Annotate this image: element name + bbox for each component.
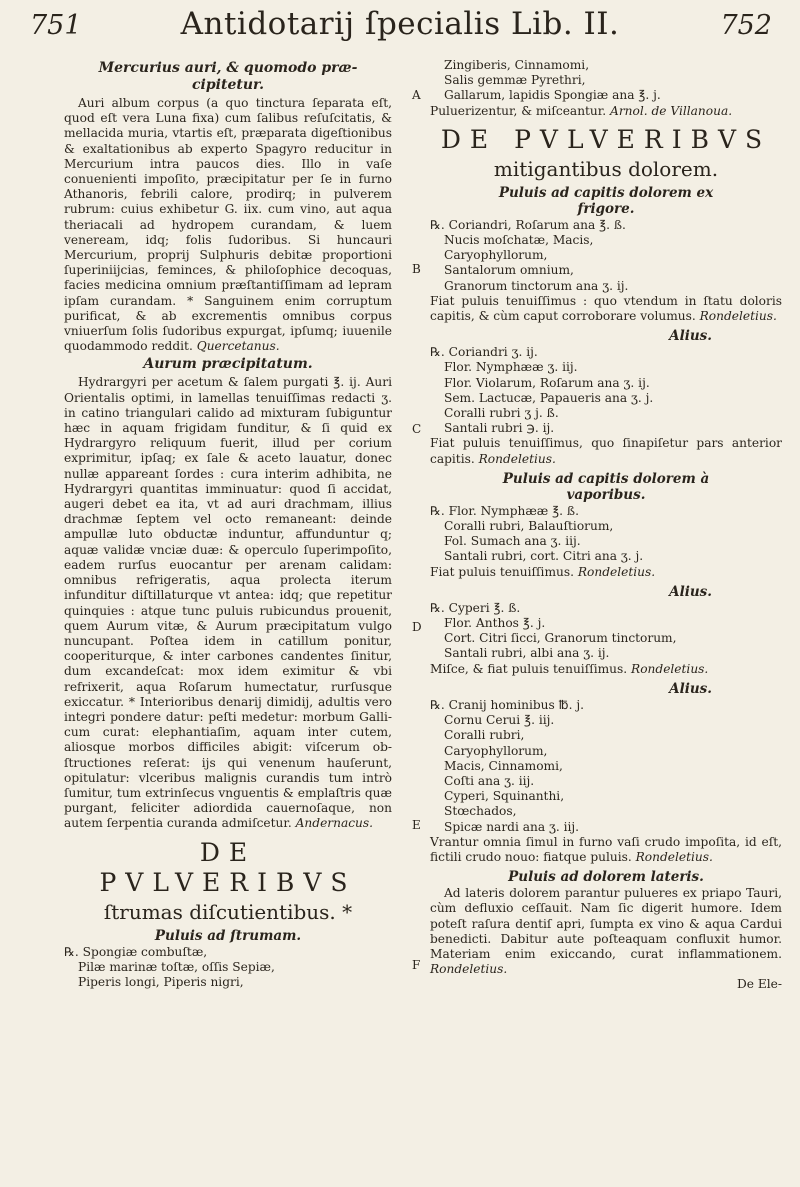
ingredient-line: Coralli rubri, [444, 728, 525, 743]
margin-letter-f: F [412, 958, 421, 972]
paragraph-aurum [64, 375, 392, 831]
author-citation: Rondeletius. [631, 661, 709, 676]
page-number-left: 751 [30, 10, 82, 41]
section-title-mercurius [64, 60, 392, 94]
margin-letter-a: A [412, 88, 421, 102]
section-title-aurum: Aurum præcipitatum. [143, 356, 313, 373]
author-citation: Rondeletius. [635, 849, 713, 864]
recipe-title-alius: Alius. [669, 583, 712, 600]
recipe-instruction [430, 835, 782, 865]
ingredient-line: Santalorum omnium, [444, 263, 574, 278]
instruction-text: Fiat puluis tenuiſſimus, quo ſinapiſetur pars anterior capitis. [430, 436, 782, 466]
ingredient-line: Zingiberis, Cinnamomi, [444, 58, 590, 72]
instruction-text: Miſce, & fiat puluis tenuiſſimus. [430, 661, 628, 676]
ingredient-line: Flor. Violarum, Roſarum ana ʒ. ij. [444, 375, 650, 390]
running-header [20, 4, 780, 44]
ingredient-line: ℞. Coriandri, Roſarum ana ℥. ß. [430, 217, 626, 232]
paragraph-lateris [430, 886, 782, 977]
page-number-right: 752 [720, 10, 772, 41]
ingredient-line: Coralli rubri, Balauſtiorum, [444, 519, 614, 534]
author-citation: Andernacus. [295, 816, 374, 831]
ingredient-line: Coralli rubri ʒ j. ß. [444, 406, 559, 421]
ingredient-line: Gallarum, lapidis Spongiæ ana ℥. j. [444, 88, 661, 103]
recipe-title-alius: Alius. [669, 680, 712, 697]
recipe-title-strumam: Puluis ad ſtrumam. [154, 927, 302, 944]
recipe-title-line: Puluis ad capitis dolorem ex [498, 184, 714, 201]
margin-letter-d: D [412, 620, 422, 634]
ingredient-line: Cort. Citri ſicci, Granorum tinctorum, [444, 631, 677, 646]
left-column [64, 58, 392, 990]
ingredient-line: ℞. Flor. Nymphææ ℥. ß. [430, 503, 579, 518]
author-citation: Rondeletius. [478, 451, 556, 466]
ingredient-line: Caryophyllorum, [444, 743, 548, 758]
recipe-title-frigore [430, 185, 782, 217]
chapter-subheading-dolorem: mitigantibus dolorem. [493, 156, 719, 181]
ingredient-line: Spicæ nardi ana ʒ. iij. [444, 819, 580, 834]
ingredient-line: Cornu Cerui ℥. iij. [444, 713, 555, 728]
ingredient-line: Piperis longi, Piperis nigri, [78, 974, 244, 989]
ingredient-line: ℞. Spongiæ combuſtæ, [64, 944, 208, 959]
paragraph-text: Hydrargyri per acetum & ſalem purgati ℥. ij. Auri Orientalis optimi, in lamellas tenuiſſimas redacti ʒ. in catino triangulari calido ad mixturam ſubiguntur hæc in aquam frigidam funditur, & ſi quid ex Hydrargyro reliquum fuerit, illud per corium exprimitur, ipſaq; ex ſale & aceto lauatur, donec nullæ appareant ſordes : cura interim adhibita, ne Hydrargyri quantitas imminuatur: quod ſi accidat, augeri debet ea ita, vt ad auri drachmam, illius drachmæ ſeptem vel octo remaneant: deinde ampullæ luto obductæ induntur, affunduntur q; aquæ validæ vnciæ duæ: & operculo ſuperimpoſito, eadem rurſus euocantur per arenam calidam: omnibus refrigeratis, aqua prolecta iterum infunditur diſtillaturque vt antea: idq; que repetitur quinquies : atque tunc puluis rubicundus prouenit, quem Aurum vitæ, & Aurum præcipitatum vulgo nuncupant. Poſtea idem in catillum ponitur, cooperiturque, & inter carbones candentes ſinitur, dum excandeſcat: mox idem eximitur & vbi refrixerit, aqua Roſarum humectatur, rurſusque exiccatur. * Interioribus denarij dimidij, adultis vero integri pondere datur: peſti medetur: morbum Gallicum curat: elephantiaſim, aquam inter cutem, aliosque morbos difficiles abigit: viſcerum obſtructiones reſerat: ijs qui venenum hauſerunt, opitulatur: vlceribus malignis curandis tum intrò ſumitur, tum extrinſecus vnguentis & emplaſtris quæ purgant, feliciter adiordida cauernoſaque, non autem ſerpentia curanda admiſcetur. [64, 375, 392, 831]
author-citation: Arnol. de Villanoua. [610, 103, 733, 118]
chapter-heading-dolorem: DE PVLVERIBVS [440, 124, 772, 154]
margin-letter-e: E [412, 818, 421, 832]
ingredient-line: Santali rubri, albi ana ʒ. ij. [444, 646, 610, 661]
catchword: De Ele- [737, 977, 782, 992]
ingredient-line: Pilæ marinæ toſtæ, oſſis Sepiæ, [78, 959, 275, 974]
section-title-line: Mercurius auri, & quomodo præ- [98, 60, 358, 76]
recipe-instruction [430, 104, 782, 119]
recipe-title-line: frigore. [577, 200, 635, 217]
author-citation: Rondeletius. [577, 564, 656, 579]
margin-letter-c: C [412, 422, 422, 436]
ingredient-line: Macis, Cinnamomi, [444, 758, 563, 773]
author-citation: Rondeletius. [430, 962, 508, 977]
ingredient-line: Nucis moſchatæ, Macis, [444, 233, 594, 248]
recipe-instruction [430, 662, 782, 677]
instruction-text: Fiat puluis tenuiſſimus. [430, 564, 574, 579]
recipe-title-vaporibus [430, 471, 782, 503]
subheading-text: ſtrumas diſcutientibus. [103, 899, 336, 924]
recipe-title-line: Puluis ad capitis dolorem à [502, 470, 710, 487]
instruction-text: Fiat puluis tenuiſſimus : quo vtendum in ſtatu doloris capitis, & cùm caput corroborare volumus. [430, 293, 782, 324]
recipe-title-lateris: Puluis ad dolorem lateris. [508, 869, 704, 886]
recipe-instruction [430, 294, 782, 324]
author-citation: Quercetanus. [196, 339, 280, 354]
ingredient-line: Coſti ana ʒ. iij. [444, 773, 535, 788]
ingredient-line: ℞. Cranij hominibus ℔. j. [430, 697, 585, 712]
ingredient-line: ℞. Cyperi ℥. ß. [430, 600, 521, 615]
paragraph-text: Auri album corpus (a quo tinctura ſeparata eſt, quod eſt vera Luna fixa) cum ſalibus reſuſcitatis, & mellacida muria, vtartis eſt, præparata digeſtionibus & exaltationibus ab experto Spagyro reducitur in Mercurium intra paucos dies. Illo in vaſe conuenienti impoſito, præcipitatur per ſe in furno Athanoris, febrili calore, prodirq; in pulverem rubrum: cuius exhibetur G. iix. cum vino, aut aqua theriacali ad hydropem curandam, & luem veneream, idq; folis ſudoribus. Si huncauri Mercurium, proprij Sulphuris debitæ proportioni ſuperiniijcias, feminces, & philoſophice decoquas, facies medicina omnium præſtantiſſimam ad lepram ipſam curandam. * Sanguinem enim corruptum purificat, & ab excrementis omnibus corpus vniuerſum ſolis ſudoribus expurgat, ipſumq; iuuenile quodammodo reddit. [64, 96, 392, 354]
ingredient-line: Fol. Sumach ana ʒ. iij. [444, 534, 581, 549]
ingredient-line: Flor. Anthos ℥. j. [444, 616, 546, 631]
ingredient-line: Salis gemmæ Pyrethri, [444, 73, 586, 88]
right-column [430, 58, 782, 993]
ingredient-line: Stœchados, [444, 804, 517, 819]
ingredient-line: Flor. Nymphææ ʒ. iij. [444, 360, 578, 375]
recipe-instruction [430, 436, 782, 466]
paragraph-mercurius [64, 96, 392, 354]
recipe-instruction [430, 565, 782, 580]
section-title-line: cipitetur. [192, 77, 264, 93]
ingredient-line: ℞. Coriandri ʒ. ij. [430, 345, 538, 360]
ingredient-line: Santali rubri, cort. Citri ana ʒ. j. [444, 549, 644, 564]
author-citation: Rondeletius. [699, 309, 777, 324]
instruction-text: Vrantur omnia ſimul in furno vaſi crudo impoſita, id eſt, fictili crudo nouo: fiatque puluis. [430, 834, 782, 864]
recipe-title-alius: Alius. [669, 328, 712, 345]
ingredient-line: Santali rubri ℈. ij. [444, 421, 555, 436]
ingredient-line: Granorum tinctorum ana ʒ. ij. [444, 278, 629, 293]
chapter-heading-strumas: DE PVLVERIBVS [99, 837, 357, 897]
ingredient-line: Sem. Lactucæ, Papaueris ana ʒ. j. [444, 390, 654, 405]
chapter-subheading-strumas [64, 900, 392, 924]
ingredient-line: Cyperi, Squinanthi, [444, 789, 565, 804]
margin-letter-b: B [412, 262, 421, 276]
ingredient-line: Caryophyllorum, [444, 248, 548, 263]
recipe-title-line: vaporibus. [566, 486, 646, 503]
paragraph-text: Ad lateris dolorem parantur pulueres ex priapo Tauri, cùm defluxio ceſſauit. Nam ſic digerit humore. Idem poteſt raſura dentiſ apri, ſumpta ex vino & aqua Cardui benedicti. Dabitur aute poſteaquam confluxit humor. Materiam enim exiccando, curat inflammationem. [430, 886, 782, 961]
asterisk-mark: * [342, 899, 353, 924]
instruction-text: Puluerizentur, & miſceantur. [430, 103, 607, 118]
running-title: Antidotarij ſpecialis Lib. II. [180, 6, 620, 42]
